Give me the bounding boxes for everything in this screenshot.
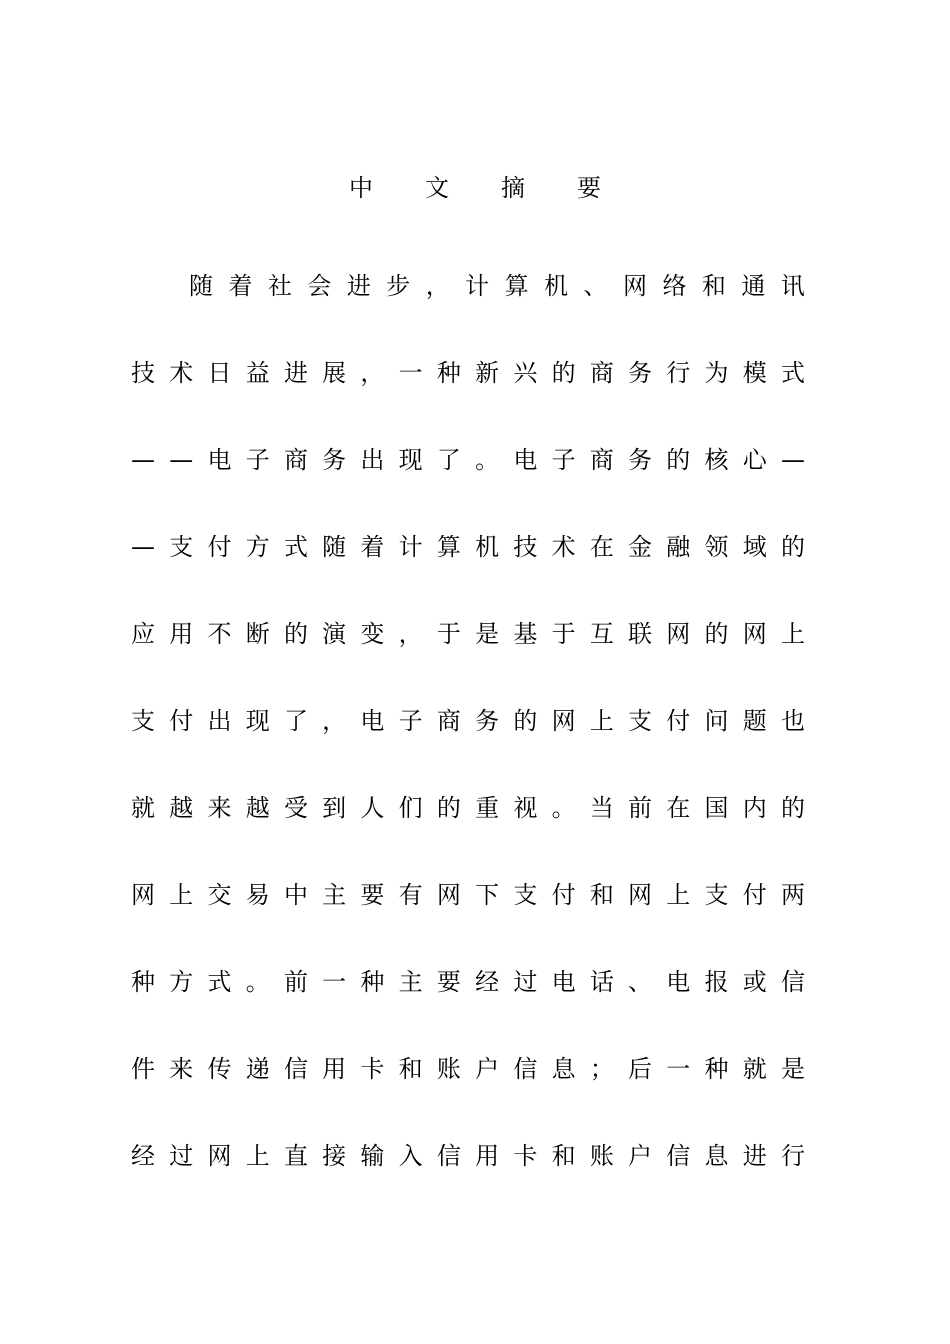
- text-char: 联: [628, 620, 653, 648]
- text-char: 们: [398, 794, 423, 822]
- text-char: 后: [628, 1055, 653, 1083]
- text-char: 着: [228, 272, 253, 300]
- text-char: 在: [589, 533, 614, 561]
- text-char: 账: [589, 1142, 614, 1170]
- text-char: 技: [513, 533, 538, 561]
- text-char: 付: [666, 707, 691, 735]
- text-char: 的: [551, 359, 576, 387]
- text-char: 商: [283, 446, 308, 474]
- text-char: 付: [169, 707, 194, 735]
- abstract-line: [130, 355, 806, 442]
- text-char: 进: [742, 1142, 767, 1170]
- text-char: ，: [398, 620, 423, 648]
- text-char: ，: [425, 272, 450, 300]
- text-char: 式: [780, 359, 805, 387]
- text-char: 务: [628, 359, 653, 387]
- text-char: 户: [475, 1055, 500, 1083]
- text-char: 或: [742, 968, 767, 996]
- text-char: 融: [666, 533, 691, 561]
- text-char: 心: [742, 446, 767, 474]
- text-char: 上: [169, 881, 194, 909]
- text-char: 进: [283, 359, 308, 387]
- text-char: 商: [589, 359, 614, 387]
- text-char: 传: [207, 1055, 232, 1083]
- text-char: 商: [589, 446, 614, 474]
- text-char: 现: [245, 707, 270, 735]
- text-char: 电: [513, 446, 538, 474]
- text-char: 支: [169, 533, 194, 561]
- text-char: 交: [207, 881, 232, 909]
- abstract-line: [130, 616, 806, 703]
- text-char: 方: [245, 533, 270, 561]
- text-char: 着: [360, 533, 385, 561]
- text-char: 直: [283, 1142, 308, 1170]
- text-char: —: [131, 446, 155, 474]
- text-char: 内: [742, 794, 767, 822]
- text-char: 是: [475, 620, 500, 648]
- text-char: 电: [207, 446, 232, 474]
- text-char: 务: [628, 446, 653, 474]
- text-char: 通: [741, 272, 766, 300]
- abstract-line: [130, 268, 806, 355]
- text-char: 务: [475, 707, 500, 735]
- text-char: 行: [666, 359, 691, 387]
- text-char: 。: [245, 968, 270, 996]
- text-char: 出: [207, 707, 232, 735]
- text-char: 户: [628, 1142, 653, 1170]
- text-char: 于: [436, 620, 461, 648]
- text-char: 下: [475, 881, 500, 909]
- text-char: 信: [666, 1142, 691, 1170]
- abstract-line: [130, 964, 806, 1051]
- text-char: 子: [551, 446, 576, 474]
- text-char: 和: [398, 1055, 423, 1083]
- text-char: 视: [513, 794, 538, 822]
- text-char: 支: [513, 881, 538, 909]
- text-char: 展: [322, 359, 347, 387]
- text-char: 支: [131, 707, 155, 735]
- text-char: 断: [245, 620, 270, 648]
- text-char: 应: [131, 620, 155, 648]
- text-char: 上: [666, 881, 691, 909]
- text-char: 式: [207, 968, 232, 996]
- text-char: 新: [475, 359, 500, 387]
- text-char: 上: [589, 707, 614, 735]
- text-char: 。: [475, 446, 500, 474]
- text-char: 越: [245, 794, 270, 822]
- text-char: 子: [245, 446, 270, 474]
- text-char: 金: [628, 533, 653, 561]
- text-char: 国: [704, 794, 729, 822]
- text-char: 信: [780, 968, 805, 996]
- text-char: 来: [207, 794, 232, 822]
- text-char: 商: [436, 707, 461, 735]
- text-char: 变: [360, 620, 385, 648]
- text-char: 的: [283, 620, 308, 648]
- text-char: 卡: [360, 1055, 385, 1083]
- text-char: —: [169, 446, 194, 474]
- abstract-line: [130, 1051, 806, 1138]
- text-char: 域: [742, 533, 767, 561]
- text-char: 输: [360, 1142, 385, 1170]
- text-char: 的: [704, 620, 729, 648]
- text-char: 互: [589, 620, 614, 648]
- text-char: 是: [780, 1055, 805, 1083]
- text-char: 过: [513, 968, 538, 996]
- text-char: —: [780, 446, 805, 474]
- abstract-line: [130, 529, 806, 616]
- text-char: 到: [322, 794, 347, 822]
- text-char: 现: [398, 446, 423, 474]
- text-char: 出: [360, 446, 385, 474]
- text-char: 益: [245, 359, 270, 387]
- text-char: 用: [322, 1055, 347, 1083]
- text-char: 易: [245, 881, 270, 909]
- text-char: —: [131, 533, 155, 561]
- text-char: 支: [628, 707, 653, 735]
- text-char: 一: [398, 359, 423, 387]
- text-char: 信: [283, 1055, 308, 1083]
- text-char: 要: [360, 881, 385, 909]
- text-char: 兴: [513, 359, 538, 387]
- text-char: 网: [628, 881, 653, 909]
- text-char: 行: [780, 1142, 805, 1170]
- text-char: 经: [131, 1142, 155, 1170]
- text-char: 进: [346, 272, 371, 300]
- text-char: 前: [628, 794, 653, 822]
- text-char: 上: [245, 1142, 270, 1170]
- text-char: 题: [742, 707, 767, 735]
- text-char: ，: [360, 359, 385, 387]
- text-char: 络: [662, 272, 687, 300]
- text-char: 付: [207, 533, 232, 561]
- text-char: 用: [475, 1142, 500, 1170]
- text-char: 、: [583, 272, 608, 300]
- text-char: 核: [704, 446, 729, 474]
- text-char: 接: [322, 1142, 347, 1170]
- text-char: 会: [307, 272, 332, 300]
- text-char: 不: [207, 620, 232, 648]
- text-char: ；: [589, 1055, 614, 1083]
- text-char: 也: [780, 707, 805, 735]
- text-char: 的: [513, 707, 538, 735]
- text-char: 两: [780, 881, 805, 909]
- text-char: 网: [742, 620, 767, 648]
- text-char: 和: [551, 1142, 576, 1170]
- text-char: 方: [169, 968, 194, 996]
- abstract-line: [130, 442, 806, 529]
- text-char: 入: [398, 1142, 423, 1170]
- text-char: 于: [551, 620, 576, 648]
- text-char: 算: [504, 272, 529, 300]
- text-char: 有: [398, 881, 423, 909]
- text-char: 在: [666, 794, 691, 822]
- abstract-line: [130, 1138, 806, 1225]
- text-char: 机: [475, 533, 500, 561]
- text-char: 过: [169, 1142, 194, 1170]
- text-char: 技: [131, 359, 155, 387]
- text-char: 一: [666, 1055, 691, 1083]
- text-char: 一: [322, 968, 347, 996]
- text-char: 上: [780, 620, 805, 648]
- text-char: 术: [551, 533, 576, 561]
- text-char: ，: [322, 707, 347, 735]
- text-char: 网: [622, 272, 647, 300]
- text-char: 件: [131, 1055, 155, 1083]
- text-char: 人: [360, 794, 385, 822]
- text-char: 来: [169, 1055, 194, 1083]
- text-char: 受: [283, 794, 308, 822]
- text-char: 就: [131, 794, 155, 822]
- text-char: 话: [589, 968, 614, 996]
- text-char: 为: [704, 359, 729, 387]
- page-title: 中文摘要: [349, 174, 653, 202]
- text-char: 网: [436, 881, 461, 909]
- text-char: 了: [436, 446, 461, 474]
- text-char: 网: [207, 1142, 232, 1170]
- text-char: 随: [322, 533, 347, 561]
- text-char: 种: [360, 968, 385, 996]
- text-char: 模: [742, 359, 767, 387]
- text-char: 领: [704, 533, 729, 561]
- text-char: 种: [131, 968, 155, 996]
- text-char: 卡: [513, 1142, 538, 1170]
- text-char: 网: [131, 881, 155, 909]
- text-char: 网: [666, 620, 691, 648]
- text-char: 经: [475, 968, 500, 996]
- abstract-line: [130, 703, 806, 790]
- text-char: 问: [704, 707, 729, 735]
- text-char: 用: [169, 620, 194, 648]
- text-char: 息: [551, 1055, 576, 1083]
- text-char: 付: [551, 881, 576, 909]
- text-char: 日: [207, 359, 232, 387]
- text-char: 报: [704, 968, 729, 996]
- text-char: 电: [666, 968, 691, 996]
- text-char: 术: [169, 359, 194, 387]
- abstract-line: [130, 877, 806, 964]
- text-char: 子: [398, 707, 423, 735]
- text-char: 信: [436, 1142, 461, 1170]
- text-char: 和: [701, 272, 726, 300]
- text-char: 中: [283, 881, 308, 909]
- text-char: 。: [551, 794, 576, 822]
- text-char: 息: [704, 1142, 729, 1170]
- text-char: 算: [436, 533, 461, 561]
- text-char: 越: [169, 794, 194, 822]
- text-char: 了: [283, 707, 308, 735]
- text-char: 的: [436, 794, 461, 822]
- text-char: 社: [267, 272, 292, 300]
- text-char: 随: [189, 272, 213, 300]
- text-char: 务: [322, 446, 347, 474]
- text-char: 要: [436, 968, 461, 996]
- text-char: 和: [589, 881, 614, 909]
- text-char: 当: [589, 794, 614, 822]
- text-char: 机: [544, 272, 569, 300]
- text-char: 账: [436, 1055, 461, 1083]
- text-char: 重: [475, 794, 500, 822]
- text-char: 的: [666, 446, 691, 474]
- text-char: 式: [283, 533, 308, 561]
- text-char: 讯: [780, 272, 805, 300]
- text-char: 的: [780, 794, 805, 822]
- text-char: 主: [398, 968, 423, 996]
- text-char: 演: [322, 620, 347, 648]
- text-char: 电: [551, 968, 576, 996]
- text-char: 种: [704, 1055, 729, 1083]
- text-char: 主: [322, 881, 347, 909]
- text-char: 、: [628, 968, 653, 996]
- abstract-line: [130, 790, 806, 877]
- text-char: 的: [780, 533, 805, 561]
- text-char: 计: [398, 533, 423, 561]
- text-char: 付: [742, 881, 767, 909]
- text-char: 步: [386, 272, 411, 300]
- abstract-body: [130, 268, 806, 1225]
- text-char: 递: [245, 1055, 270, 1083]
- text-char: 前: [283, 968, 308, 996]
- text-char: 支: [704, 881, 729, 909]
- text-char: 就: [742, 1055, 767, 1083]
- text-char: 基: [513, 620, 538, 648]
- text-char: 计: [465, 272, 490, 300]
- text-char: 信: [513, 1055, 538, 1083]
- text-char: 电: [360, 707, 385, 735]
- text-char: 种: [436, 359, 461, 387]
- text-char: 网: [551, 707, 576, 735]
